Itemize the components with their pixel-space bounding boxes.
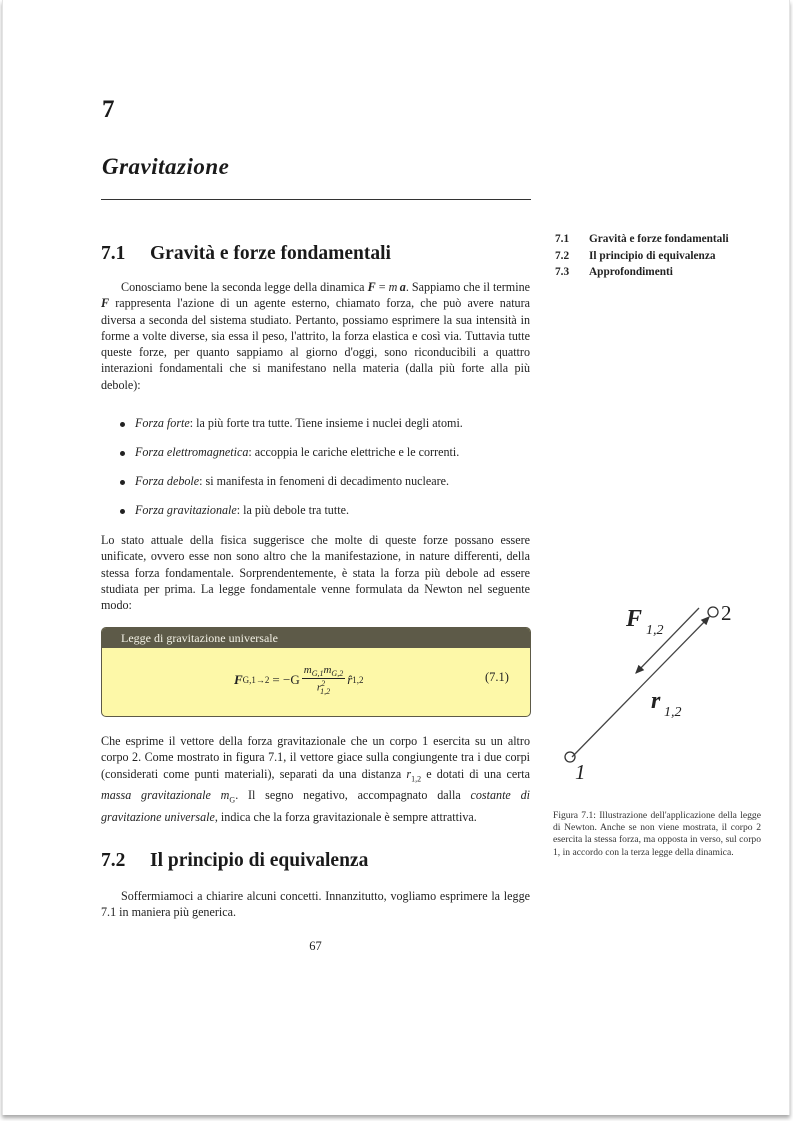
section-heading: 7.1 Gravità e forze fondamentali bbox=[101, 243, 391, 264]
forces-list bbox=[115, 416, 535, 532]
force-label: F bbox=[626, 606, 643, 632]
law-box-title: Legge di gravitazione universale bbox=[102, 628, 530, 648]
section-heading: 7.2 Il principio di equivalenza bbox=[101, 850, 369, 871]
paragraph: Conosciamo bene la seconda legge della dinamica F = m a. Sappiamo che il termine F rappresenta l'azione di un agente esterno, chiamato forza, che può avere natura diversa a seconda del sistema studiato. Pertanto, possiamo esprimere la sua intensità in forme a volte diverse, sia essa il peso, l'attrito, la forza elastica e così via. Tuttavia tutte queste forze, per quanto sappiamo al giorno d'oggi, sono riconducibili a quattro interazioni fondamentali che si manifestano nella materia (dalla più forte alla più debole): bbox=[101, 280, 530, 392]
law-box bbox=[101, 627, 531, 717]
body-1-label: 1 bbox=[575, 760, 586, 784]
bullet-icon bbox=[120, 422, 125, 427]
body-2-circle bbox=[708, 607, 718, 617]
force-vector-arrow bbox=[636, 608, 699, 673]
chapter-number: 7 bbox=[102, 96, 115, 123]
paragraph: Lo stato attuale della fisica suggerisce che molte di queste forze possano essere unificate, ovvero esse non sono altro che la manifestazione, in nature differenti, della stessa forza fondamentale. Sorprendentemente, è stata la forza più debole ad essere studiata per prima. La legge fondamentale venne formulata da Newton nel seguente modo: bbox=[101, 533, 530, 613]
paragraph: Soffermiamoci a chiarire alcuni concetti. Innanzitutto, vogliamo esprimere la legge 7.1 in maniera più generica. bbox=[101, 889, 530, 920]
bullet-icon bbox=[120, 509, 125, 514]
figure-caption: Figura 7.1: Illustrazione dell'applicazione della legge di Newton. Anche se non viene mostrata, il corpo 2 esercita la stessa forza, ma opposta in verso, sul corpo 1, in accordo con la terza legge della dinamica. bbox=[553, 810, 761, 858]
page-number: 67 bbox=[309, 939, 322, 953]
r-vector-line bbox=[572, 617, 709, 757]
chapter-rule bbox=[101, 199, 531, 200]
list-item: Forza debole: si manifesta in fenomeni di decadimento nucleare. bbox=[115, 474, 535, 503]
figure-gravitation-diagram bbox=[551, 596, 781, 796]
r-label: r bbox=[651, 688, 661, 714]
force-label-sub: 1,2 bbox=[646, 623, 664, 638]
list-item: Forza forte: la più forte tra tutte. Tiene insieme i nuclei degli atomi. bbox=[115, 416, 535, 445]
list-item: Forza gravitazionale: la più debole tra tutte. bbox=[115, 503, 535, 532]
body-2-label: 2 bbox=[721, 601, 732, 625]
bullet-icon bbox=[120, 451, 125, 456]
toc-item[interactable]: 7.2 Il principio di equivalenza bbox=[555, 249, 716, 262]
list-item: Forza elettromagnetica: accoppia le cariche elettriche e le correnti. bbox=[115, 445, 535, 474]
equation: F G,1→2 = −G $\frac{m_{G,1}m_{G,2}}{r^2_{1,2}}$ r̂ 1,2 bbox=[234, 664, 364, 697]
r-label-sub: 1,2 bbox=[664, 705, 682, 720]
document-page bbox=[2, 0, 790, 1115]
toc-item[interactable]: 7.3 Approfondimenti bbox=[555, 266, 673, 278]
chapter-title: Gravitazione bbox=[102, 154, 230, 179]
paragraph: Che esprime il vettore della forza gravitazionale che un corpo 1 esercita su un altro corpo 2. Come mostrato in figura 7.1, il vettore giace sulla congiungente tra i due corpi (considerati come punti materiali), separati da una distanza $r_{1,2}$ e dotati di una certa massa gravitazionale $m_G$. Il segno negativo, accompagnato dalla costante di gravitazione universale, indica che la forza gravitazionale è sempre attrattiva. bbox=[101, 734, 530, 824]
body-1-circle bbox=[565, 752, 575, 762]
toc-item[interactable]: 7.1 Gravità e forze fondamentali bbox=[555, 233, 729, 245]
equation-number: (7.1) bbox=[485, 670, 509, 684]
fraction: $\frac{m_{G,1}m_{G,2}}{r^2_{1,2}}$ bbox=[303, 664, 344, 697]
bullet-icon bbox=[120, 480, 125, 485]
mini-toc bbox=[555, 231, 729, 281]
